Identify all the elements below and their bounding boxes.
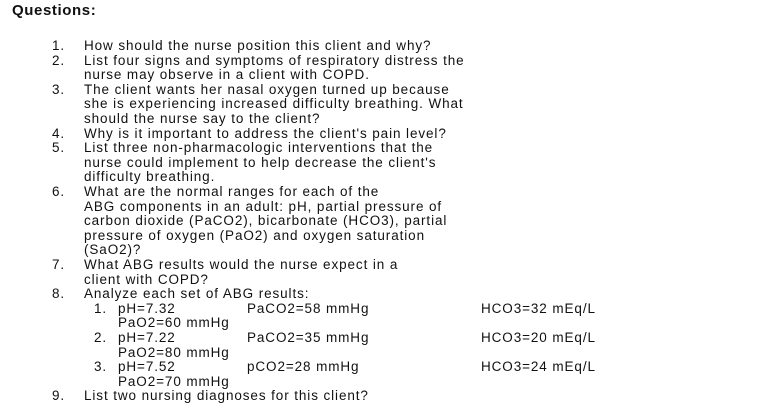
abg-set-number: 3. — [94, 359, 108, 375]
question-line: List four signs and symptoms of respiratory distress the — [84, 52, 465, 68]
question-line: she is experiencing increased difficulty breathing. What — [84, 96, 464, 112]
question-line: The client wants her nasal oxygen turned up because — [84, 81, 450, 97]
question-number: 5. — [52, 140, 66, 156]
question-item — [0, 389, 740, 404]
question-text — [84, 287, 309, 302]
question-list — [0, 39, 740, 404]
abg-set-row — [0, 346, 740, 361]
question-line: nurse may observe in a client with COPD. — [84, 67, 370, 83]
question-item — [0, 54, 740, 83]
abg-ph: pH=7.22 — [118, 329, 176, 345]
question-number: 4. — [52, 125, 66, 141]
question-line: List three non-pharmacologic interventions that the — [84, 140, 434, 156]
abg-set-row — [0, 316, 740, 331]
question-item — [0, 141, 740, 185]
abg-hco3: HCO3=32 mEq/L — [481, 300, 596, 316]
question-item — [0, 127, 740, 142]
abg-ph: pH=7.52 — [118, 359, 176, 375]
page-heading: Questions: — [12, 2, 97, 19]
question-line: Why is it important to address the client's pain level? — [84, 125, 447, 141]
question-text — [84, 127, 447, 142]
question-text — [84, 54, 465, 83]
question-number: 7. — [52, 256, 66, 272]
question-item — [0, 185, 740, 258]
question-line: difficulty breathing. — [84, 169, 216, 185]
question-text — [84, 83, 464, 127]
question-line: (SaO2)? — [84, 242, 142, 258]
question-text — [84, 258, 398, 287]
question-number: 9. — [52, 388, 66, 404]
question-item — [0, 258, 740, 287]
question-item — [0, 287, 740, 302]
question-line: nurse could implement to help decrease the client's — [84, 154, 437, 170]
question-text — [84, 141, 436, 185]
abg-set-number: 1. — [94, 300, 108, 316]
question-line: should the nurse say to the client? — [84, 110, 321, 126]
abg-set-row — [0, 331, 740, 346]
abg-set-number: 2. — [94, 329, 108, 345]
question-line: How should the nurse position this client and why? — [84, 38, 432, 53]
question-number: 6. — [52, 183, 66, 199]
abg-set-row — [0, 360, 740, 375]
question-number: 2. — [52, 52, 66, 68]
abg-hco3: HCO3=24 mEq/L — [481, 359, 596, 375]
abg-ph: pH=7.32 — [118, 300, 176, 316]
abg-pco2: PaCO2=58 mmHg — [247, 300, 370, 316]
question-line: carbon dioxide (PaCO2), bicarbonate (HCO3), partial — [84, 213, 448, 229]
abg-pao2: PaO2=80 mmHg — [118, 344, 230, 360]
abg-pco2: pCO2=28 mmHg — [247, 359, 360, 375]
question-item — [0, 39, 740, 54]
question-line: client with COPD? — [84, 271, 209, 287]
question-item — [0, 83, 740, 127]
question-line: ABG components in an adult: pH, partial pressure of — [84, 198, 443, 214]
abg-set-row — [0, 375, 740, 390]
question-text — [84, 39, 431, 54]
question-number: 3. — [52, 81, 66, 97]
question-line: What are the normal ranges for each of the — [84, 183, 380, 199]
question-number: 8. — [52, 286, 66, 302]
question-text — [84, 389, 369, 404]
abg-hco3: HCO3=20 mEq/L — [481, 329, 596, 345]
question-number: 1. — [52, 38, 66, 53]
question-line: What ABG results would the nurse expect in a — [84, 256, 399, 272]
abg-pao2: PaO2=70 mmHg — [118, 373, 230, 389]
question-line: Analyze each set of ABG results: — [84, 286, 310, 302]
abg-pao2: PaO2=60 mmHg — [118, 315, 230, 331]
abg-set-row — [0, 302, 740, 317]
question-line: List two nursing diagnoses for this client? — [84, 388, 369, 404]
question-line: pressure of oxygen (PaO2) and oxygen saturation — [84, 227, 425, 243]
question-text — [84, 185, 447, 258]
abg-pco2: PaCO2=35 mmHg — [247, 329, 370, 345]
